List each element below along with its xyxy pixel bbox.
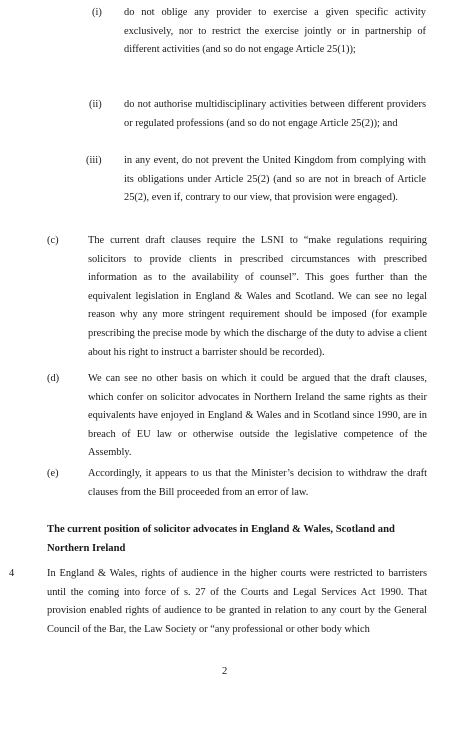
item-label: (iii): [86, 155, 102, 166]
section-heading: The current position of solicitor advocates in England & Wales, Scotland and Northern Ireland: [47, 524, 395, 554]
item-text: in any event, do not prevent the United Kingdom from complying with its obligations under Article 25(2) (and so are not in breach of Article 25(2), even if, contrary to our view, that provision were engaged).: [124, 155, 426, 204]
item-label: (i): [92, 7, 102, 18]
paragraph-text: Accordingly, it appears to us that the Minister’s decision to withdraw the draft clauses from the Bill proceeded from an error of law.: [88, 468, 427, 498]
paragraph-number: 4: [9, 568, 15, 579]
paragraph-text: We can see no other basis on which it could be argued that the draft clauses, which confer on solicitor advocates in Northern Ireland the same rights as their equivalents have enjoyed in England & Wales and in Scotland since 1990, are in breach of EU law or otherwise outside the legislative competence of the Assembly.: [88, 373, 427, 459]
item-text: do not authorise multidisciplinary activities between different providers or regulated professions (and so do not engage Article 25(2)); and: [124, 99, 426, 129]
paragraph-text: In England & Wales, rights of audience in the higher courts were restricted to barristers until the coming into force of s. 27 of the Courts and Legal Services Act 1990. That provision enabled rights of audience to be granted in relation to any court by the General Council of the Bar, the Law Society or “any professional or other body which: [47, 568, 427, 635]
item-label: (ii): [89, 99, 102, 110]
paragraph-label: (e): [47, 468, 59, 479]
paragraph-text: The current draft clauses require the LSNI to “make regulations requiring solicitors to provide clients in prescribed circumstances with prescribed information as to the availability of counsel”. This goes further than the equivalent legislation in England & Wales and Scotland. We can see no legal reason why any more stringent requirement should be imposed (for example prescribing the precise mode by which the discharge of the duty to advise a client about his right to instruct a barrister should be recorded).: [88, 235, 427, 358]
item-text: do not oblige any provider to exercise a given specific activity exclusively, nor to restrict the exercise jointly or in partnership of different activities (and so do not engage Article 25(1));: [124, 7, 426, 56]
paragraph-label: (c): [47, 235, 59, 246]
page-number: 2: [222, 666, 228, 677]
paragraph-label: (d): [47, 373, 60, 384]
